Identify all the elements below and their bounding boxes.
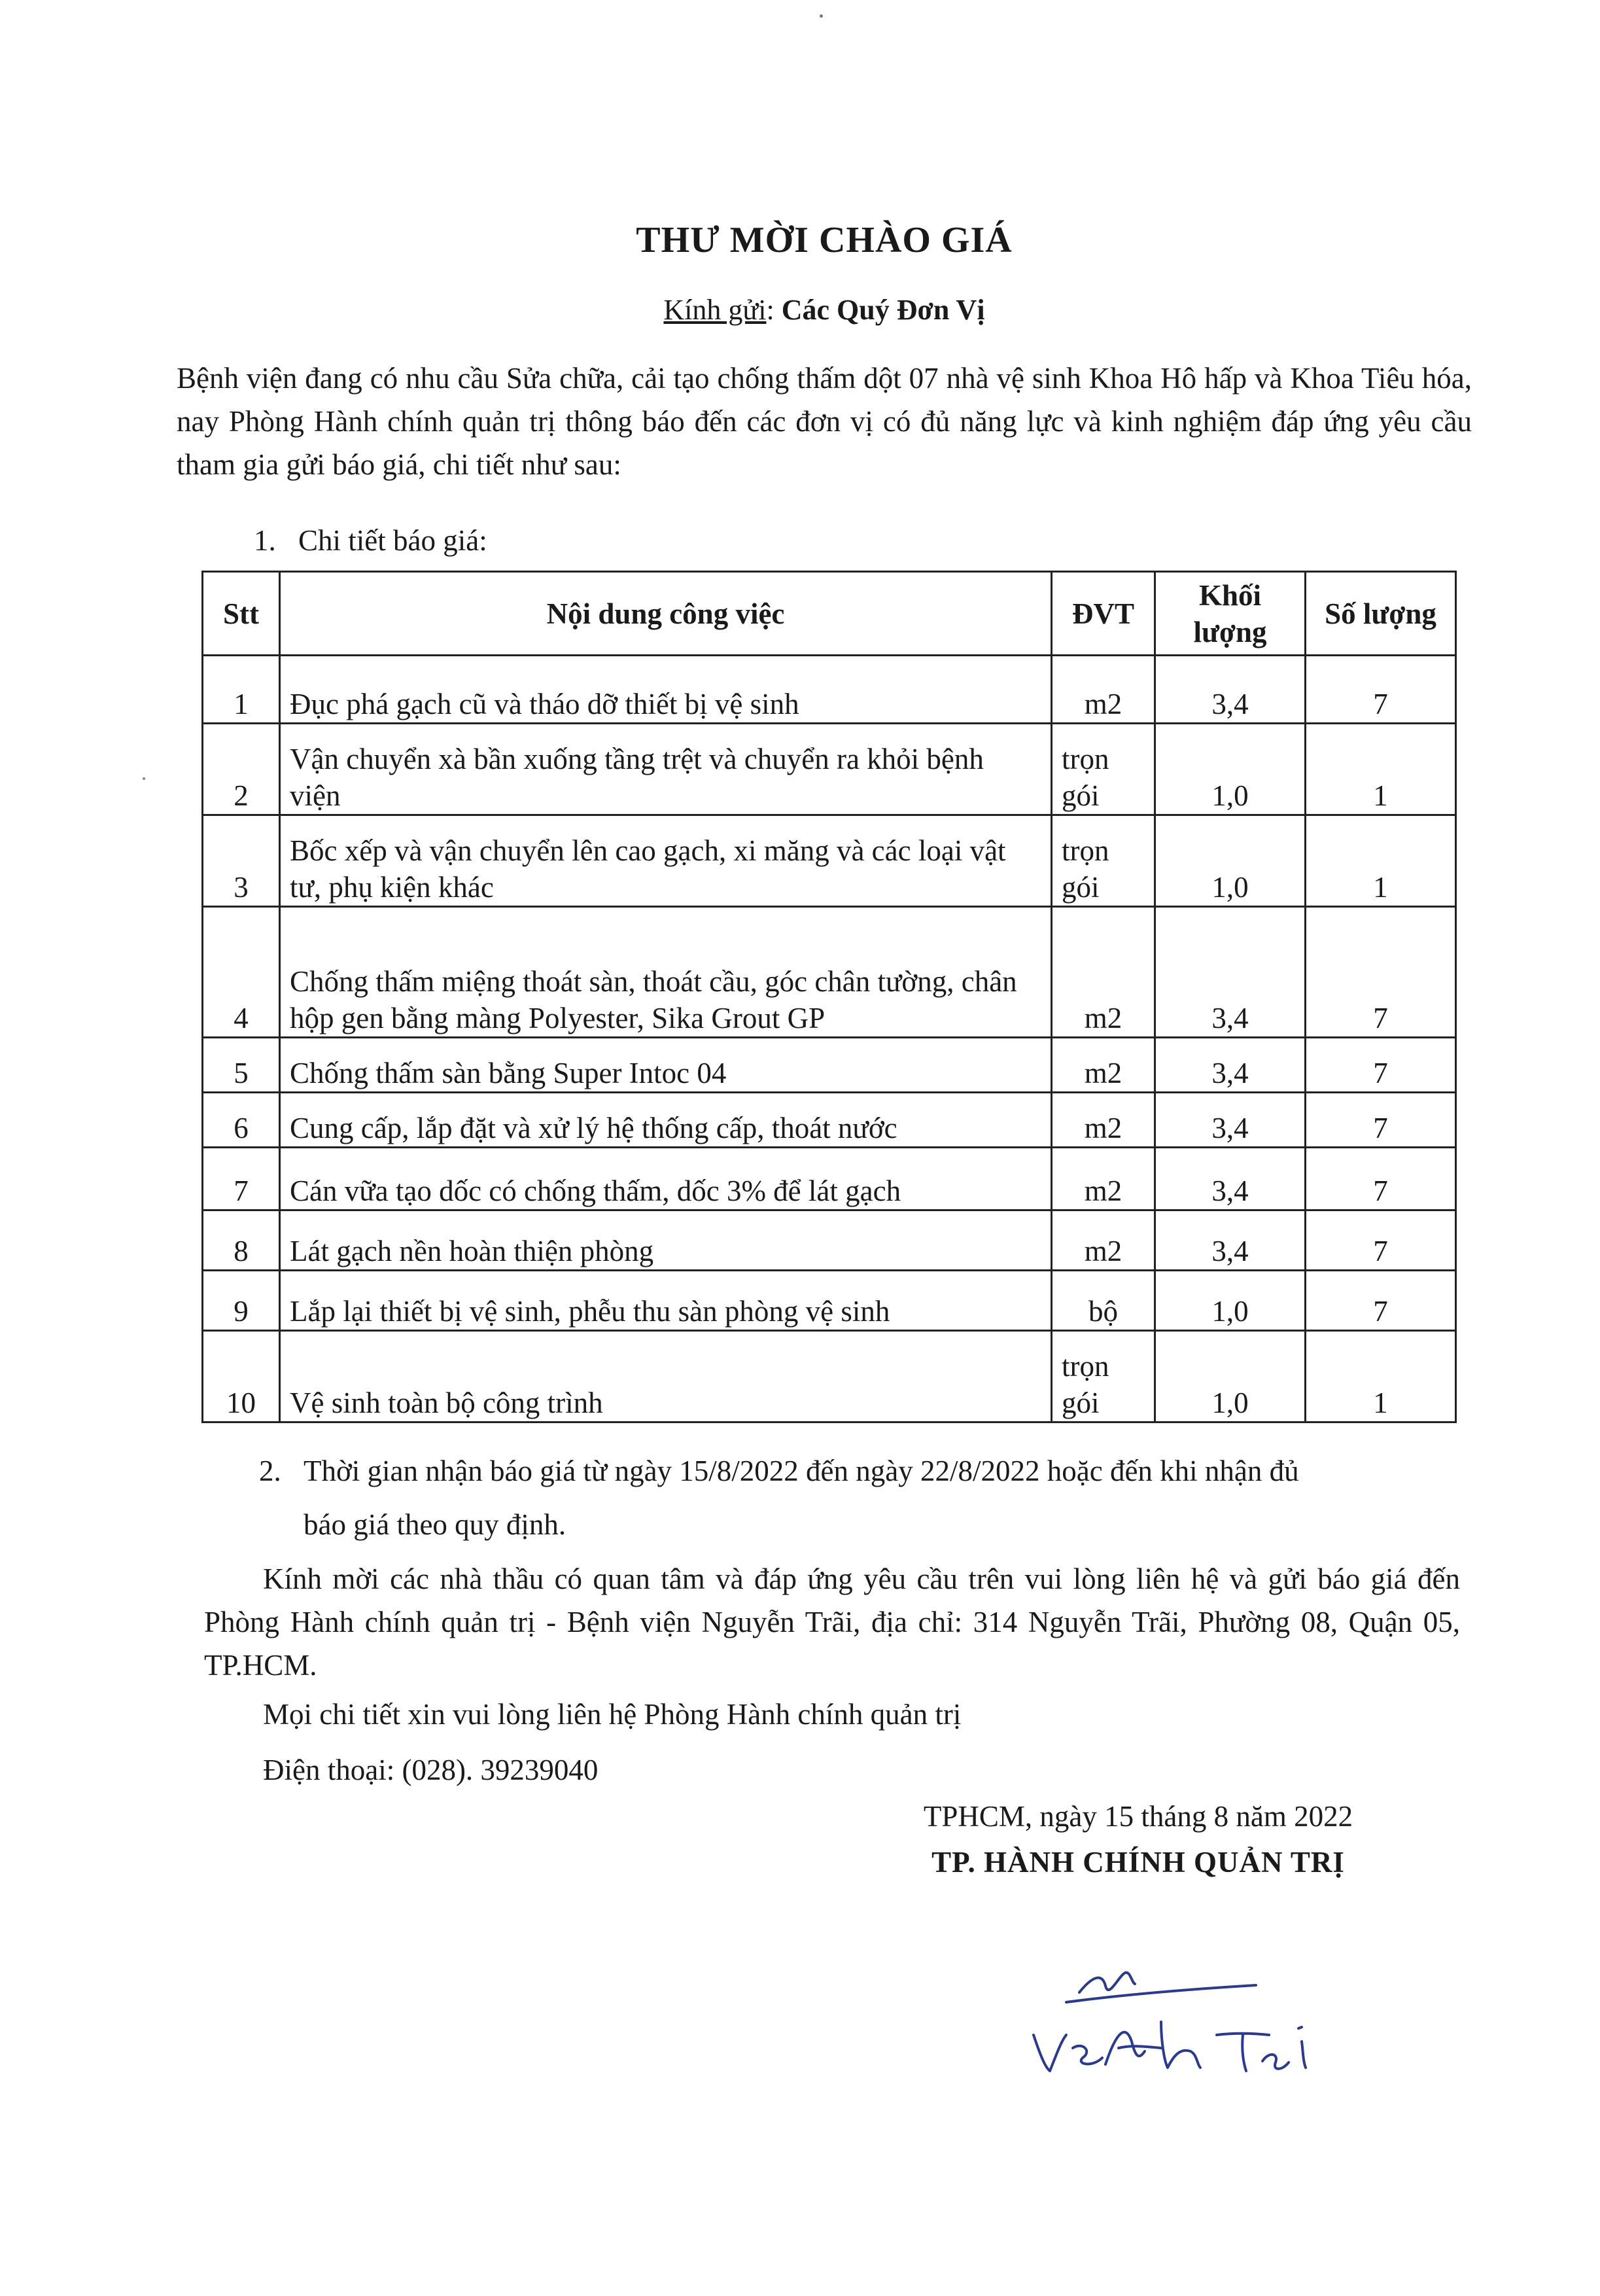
cell-stt: 2 — [203, 724, 280, 815]
table-row — [203, 1093, 1456, 1148]
cell-stt: 3 — [203, 815, 280, 907]
section-1-heading — [254, 521, 487, 560]
cell-volume: 3,4 — [1155, 1038, 1306, 1093]
signature-mark — [1020, 1937, 1334, 2094]
cell-stt: 9 — [203, 1271, 280, 1331]
cell-unit: trọn gói — [1052, 724, 1155, 815]
phone-line: Điện thoại: (028). 39239040 — [263, 1754, 599, 1786]
cell-quantity: 1 — [1306, 815, 1456, 907]
cell-volume: 1,0 — [1155, 1331, 1306, 1422]
table-row — [203, 656, 1456, 724]
cell-content: Cán vữa tạo dốc có chống thấm, dốc 3% để lát gạch — [280, 1148, 1052, 1210]
cell-quantity: 1 — [1306, 1331, 1456, 1422]
greeting-colon: : — [766, 294, 774, 326]
cell-unit: m2 — [1052, 1148, 1155, 1210]
cell-stt: 4 — [203, 907, 280, 1038]
cell-unit: m2 — [1052, 1038, 1155, 1093]
greeting-prefix: Kính gửi — [663, 294, 767, 326]
section-2-line-2: báo giá theo quy định. — [304, 1508, 566, 1541]
cell-unit: m2 — [1052, 907, 1155, 1038]
cell-volume: 3,4 — [1155, 907, 1306, 1038]
cell-volume: 3,4 — [1155, 656, 1306, 724]
cell-stt: 8 — [203, 1210, 280, 1271]
header-stt: Stt — [203, 572, 280, 656]
table-row — [203, 815, 1456, 907]
cell-volume: 1,0 — [1155, 815, 1306, 907]
cell-quantity: 1 — [1306, 724, 1456, 815]
cell-stt: 10 — [203, 1331, 280, 1422]
section-2-number: 2. — [259, 1455, 281, 1487]
cell-quantity: 7 — [1306, 1210, 1456, 1271]
cell-content: Vệ sinh toàn bộ công trình — [280, 1331, 1052, 1422]
cell-content: Vận chuyển xà bần xuống tầng trệt và chuyển ra khỏi bệnh viện — [280, 724, 1052, 815]
section-1-label: Chi tiết báo giá: — [298, 524, 487, 557]
date-line: TPHCM, ngày 15 tháng 8 năm 2022 — [923, 1800, 1353, 1833]
document-title: THƯ MỜI CHÀO GIÁ — [636, 220, 1013, 260]
intro-paragraph: Bệnh viện đang có nhu cầu Sửa chữa, cải tạo chống thấm dột 07 nhà vệ sinh Khoa Hô hấp và Khoa Tiêu hóa, nay Phòng Hành chính quản trị thông báo đến các đơn vị có đủ năng lực và kinh nghiệm đáp ứng yêu cầu tham gia gửi báo giá, chi tiết như sau: — [177, 362, 1472, 481]
cell-volume: 3,4 — [1155, 1093, 1306, 1148]
greeting-recipient: Các Quý Đơn Vị — [781, 294, 985, 326]
table-row — [203, 1331, 1456, 1422]
table-row — [203, 1210, 1456, 1271]
contact-line: Mọi chi tiết xin vui lòng liên hệ Phòng Hành chính quản trị — [263, 1698, 962, 1731]
table-row — [203, 907, 1456, 1038]
header-content: Nội dung công việc — [280, 572, 1052, 656]
cell-quantity: 7 — [1306, 1271, 1456, 1331]
cell-unit: m2 — [1052, 656, 1155, 724]
quotation-table — [201, 571, 1457, 1423]
cell-unit: m2 — [1052, 1210, 1155, 1271]
scan-speck — [143, 777, 145, 780]
cell-volume: 3,4 — [1155, 1148, 1306, 1210]
table-row — [203, 724, 1456, 815]
cell-volume: 1,0 — [1155, 1271, 1306, 1331]
cell-content: Chống thấm miệng thoát sàn, thoát cầu, góc chân tường, chân hộp gen bằng màng Polyester, Sika Grout GP — [280, 907, 1052, 1038]
scan-speck — [820, 14, 823, 18]
cell-stt: 5 — [203, 1038, 280, 1093]
table-row — [203, 1271, 1456, 1331]
cell-stt: 1 — [203, 656, 280, 724]
department-title: TP. HÀNH CHÍNH QUẢN TRỊ — [931, 1846, 1345, 1879]
header-quantity: Số lượng — [1306, 572, 1456, 656]
invite-paragraph: Kính mời các nhà thầu có quan tâm và đáp ứng yêu cầu trên vui lòng liên hệ và gửi báo giá đến Phòng Hành chính quản trị - Bệnh viện Nguyễn Trãi, địa chỉ: 314 Nguyễn Trãi, Phường 08, Quận 05, TP.HCM. — [204, 1563, 1460, 1682]
cell-quantity: 7 — [1306, 1148, 1456, 1210]
header-unit: ĐVT — [1052, 572, 1155, 656]
cell-content: Chống thấm sàn bằng Super Intoc 04 — [280, 1038, 1052, 1093]
cell-volume: 3,4 — [1155, 1210, 1306, 1271]
cell-stt: 6 — [203, 1093, 280, 1148]
cell-unit: bộ — [1052, 1271, 1155, 1331]
cell-content: Lắp lại thiết bị vệ sinh, phễu thu sàn phòng vệ sinh — [280, 1271, 1052, 1331]
cell-unit: trọn gói — [1052, 815, 1155, 907]
cell-unit: trọn gói — [1052, 1331, 1155, 1422]
cell-volume: 1,0 — [1155, 724, 1306, 815]
cell-unit: m2 — [1052, 1093, 1155, 1148]
greeting-line — [0, 293, 1600, 327]
cell-stt: 7 — [203, 1148, 280, 1210]
table-row — [203, 1038, 1456, 1093]
table-header-row — [203, 572, 1456, 656]
cell-quantity: 7 — [1306, 1093, 1456, 1148]
cell-content: Đục phá gạch cũ và tháo dỡ thiết bị vệ sinh — [280, 656, 1052, 724]
cell-content: Lát gạch nền hoàn thiện phòng — [280, 1210, 1052, 1271]
header-volume: Khối lượng — [1155, 572, 1306, 656]
section-2-line-1 — [259, 1451, 1299, 1491]
cell-quantity: 7 — [1306, 1038, 1456, 1093]
cell-content: Bốc xếp và vận chuyển lên cao gạch, xi măng và các loại vật tư, phụ kiện khác — [280, 815, 1052, 907]
cell-content: Cung cấp, lắp đặt và xử lý hệ thống cấp, thoát nước — [280, 1093, 1052, 1148]
table-row — [203, 1148, 1456, 1210]
cell-quantity: 7 — [1306, 907, 1456, 1038]
section-2-text: Thời gian nhận báo giá từ ngày 15/8/2022 đến ngày 22/8/2022 hoặc đến khi nhận đủ — [304, 1455, 1299, 1487]
section-1-number: 1. — [254, 524, 276, 557]
cell-quantity: 7 — [1306, 656, 1456, 724]
signature — [1020, 1937, 1334, 2094]
